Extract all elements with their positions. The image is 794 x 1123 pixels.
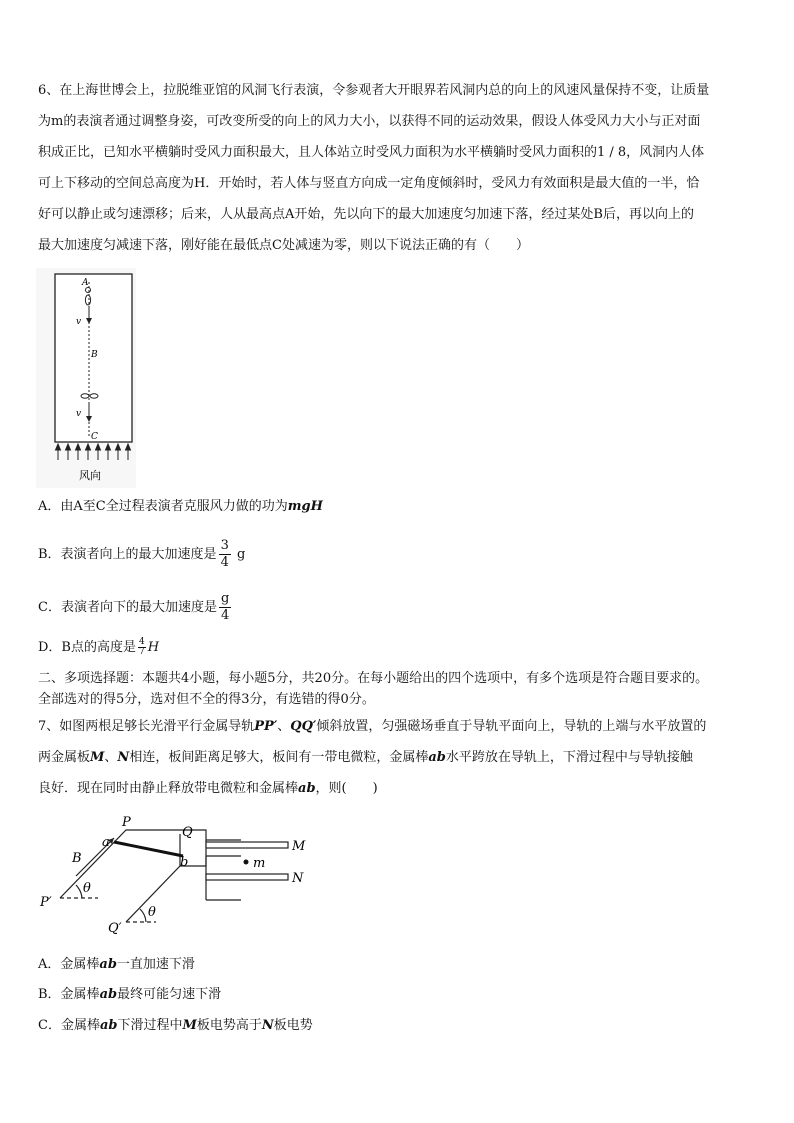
q7-line-1: 7、如图两根足够长光滑平行金属导轨PP′、QQ′倾斜放置，匀强磁场垂直于导轨平面向上，导轨的上端与水平放置的 <box>38 719 707 734</box>
label-q: Q <box>182 825 193 840</box>
q7-option-c: C．金属棒ab下滑过程中M板电势高于N板电势 <box>38 1018 313 1033</box>
label-theta-2: θ <box>148 905 156 920</box>
plate-n <box>206 874 288 880</box>
section-2-line: 二、多项选择题：本题共4小题，每小题5分，共20分。在每小题给出的四个选项中，有多个选项是符合题目要求的。 <box>38 671 709 686</box>
wind-tunnel-figure <box>36 268 136 488</box>
option-d-unit: H <box>147 640 160 655</box>
option-c-fraction <box>219 591 231 624</box>
question-7-text <box>38 711 760 804</box>
q7-option-b: B．金属棒ab最终可能匀速下滑 <box>38 987 222 1002</box>
option-a-text: A．由A至C全过程表演者克服风力做的功为 <box>38 499 288 514</box>
question-6-text <box>38 75 760 261</box>
option-a-expr: mgH <box>287 499 323 514</box>
q7-option-a: A．金属棒ab一直加速下滑 <box>38 957 195 972</box>
plate-m <box>206 842 288 848</box>
label-theta-1: θ <box>83 881 91 896</box>
label-field-b: B <box>72 851 82 866</box>
q6-line: 最大加速度匀减速下落，刚好能在最低点C处减速为零，则以下说法正确的有（ ） <box>38 238 529 253</box>
q6-line: 好可以静止或匀速漂移；后来，人从最高点A开始，先以向下的最大加速度匀加速下落，经过某处B后，再以向上的 <box>38 207 694 222</box>
q6-line: 积成正比，已知水平横躺时受风力面积最大，且人体站立时受风力面积为水平横躺时受风力面积的1 / 8，风洞内人体 <box>38 145 705 160</box>
label-a: A <box>82 278 89 288</box>
fraction-denominator: 4 <box>220 555 229 570</box>
label-b: b <box>180 855 189 870</box>
label-n-plate: N <box>292 871 304 886</box>
label-m-plate: M <box>292 839 306 854</box>
label-v-top: v <box>76 317 82 327</box>
q6-option-a <box>38 498 323 516</box>
label-c: C <box>91 432 98 442</box>
fraction-numerator: 3 <box>220 538 229 553</box>
label-q-prime: Q′ <box>108 921 122 936</box>
angle-arc-1 <box>76 885 82 898</box>
section-2-heading <box>38 668 760 710</box>
q6-line: 可上下移动的空间总高度为H．开始时，若人体与竖直方向成一定角度倾斜时，受风力有效面积是最大值的一半，恰 <box>38 176 700 191</box>
wind-direction-caption: 风向 <box>79 469 101 482</box>
q6-line: 6、在上海世博会上，拉脱维亚馆的风洞飞行表演，令参观者大开眼界若风洞内总的向上的风速风量保持不变，让质量 <box>38 83 710 98</box>
section-2-line: 全部选对的得5分，选对但不全的得3分，有选错的得0分。 <box>38 692 375 707</box>
q6-option-c <box>38 590 233 626</box>
q7-line-3: 良好．现在同时由静止释放带电微粒和金属棒ab，则( ) <box>38 781 378 796</box>
rails-capacitor-figure <box>38 812 318 942</box>
angle-arc-2 <box>140 909 146 922</box>
label-mass: m <box>253 856 266 871</box>
q6-option-b <box>38 537 245 573</box>
option-b-unit: g <box>236 547 246 562</box>
fraction-numerator: 4 <box>138 637 145 647</box>
label-p: P <box>122 815 131 830</box>
option-b-text: B．表演者向上的最大加速度是 <box>38 547 217 562</box>
q6-option-d <box>38 638 159 657</box>
label-b: B <box>91 350 98 360</box>
label-v-bottom: v <box>76 409 82 419</box>
option-d-text: D．B点的高度是 <box>38 640 136 655</box>
option-d-fraction <box>138 638 146 657</box>
label-p-prime: P′ <box>40 895 52 910</box>
metal-rod-ab <box>114 842 183 856</box>
fraction-numerator: g <box>220 591 230 606</box>
label-a: a <box>102 835 110 850</box>
fraction-denominator: 7 <box>138 647 145 657</box>
fraction-denominator: 4 <box>220 608 230 623</box>
option-c-text: C．表演者向下的最大加速度是 <box>38 600 217 615</box>
q7-line-2: 两金属板M、N相连，板间距离足够大，板间有一带电微粒，金属棒ab水平跨放在导轨上，下滑过程中与导轨接触 <box>38 750 693 765</box>
charged-particle <box>244 860 249 865</box>
q6-line: 为m的表演者通过调整身姿，可改变所受的向上的风力大小，以获得不同的运动效果，假设人体受风力大小与正对面 <box>38 114 701 129</box>
option-b-fraction <box>219 538 231 571</box>
